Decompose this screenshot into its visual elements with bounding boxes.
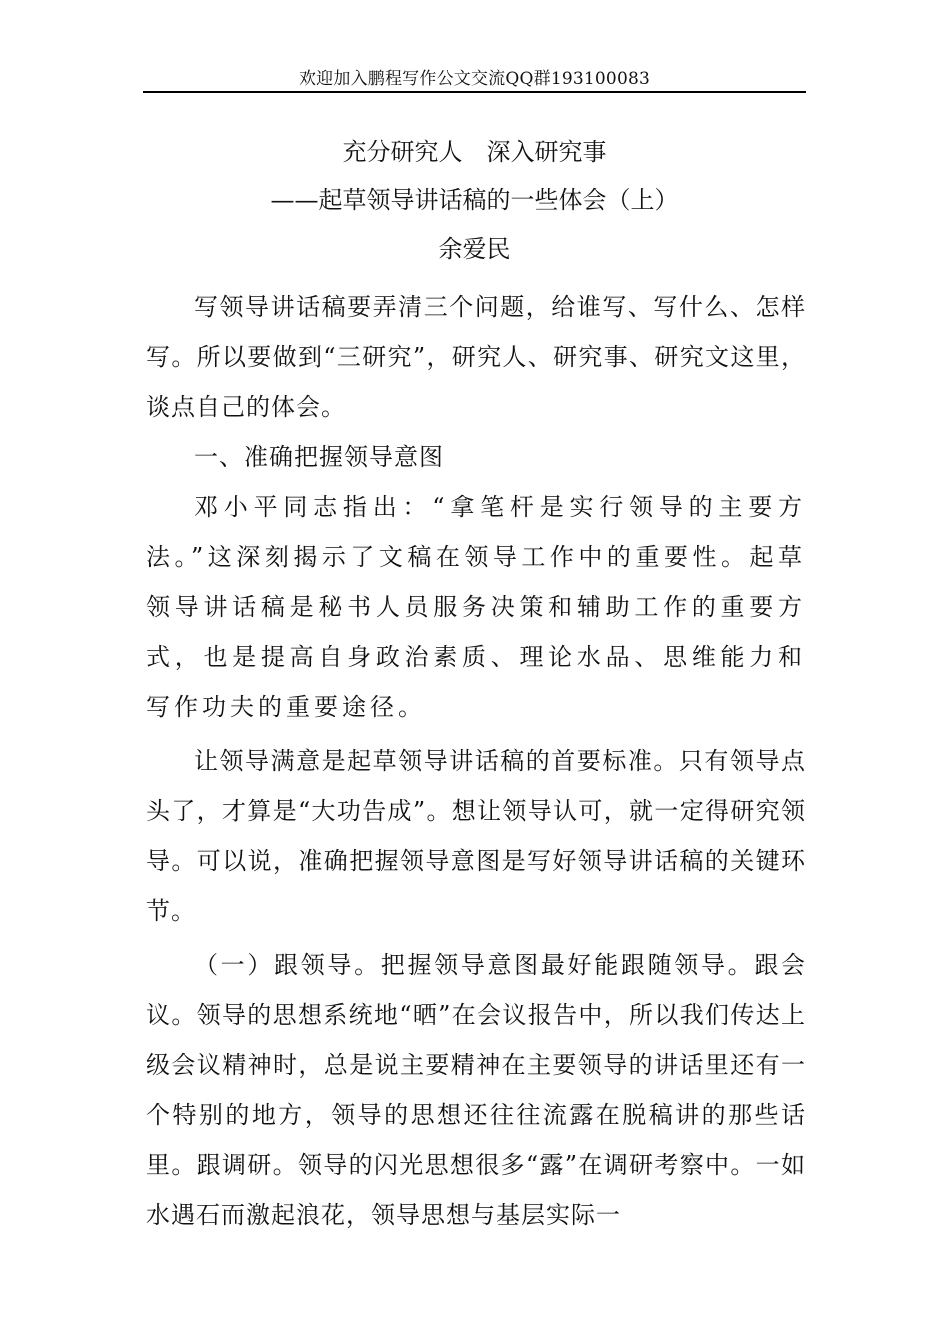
section-heading: 一、准确把握领导意图 (194, 443, 444, 471)
page-header: 欢迎加入鹏程写作公文交流QQ群193100083 (298, 69, 651, 89)
header-divider (143, 91, 806, 93)
document-author: 余爱民 (438, 235, 511, 263)
document-title: 充分研究人 深入研究事 (342, 138, 607, 166)
paragraph-quote: 邓小平同志指出：“拿笔杆是实行领导的主要方法。”这深刻揭示了文稿在领导工作中的重要性。起草领导讲话稿是秘书人员服务决策和辅助工作的重要方式，也是提高自身政治素质、理论水品、思维能力和写作功夫的重要途径。 (146, 493, 806, 721)
paragraph-follow-leader: （一）跟领导。把握领导意图最好能跟随领导。跟会议。领导的思想系统地“晒”在会议报告中，所以我们传达上级会议精神时，总是说主要精神在主要领导的讲话里还有一个特别的地方，领导的思想还往往流露在脱稿讲的那些话里。跟调研。领导的闪光思想很多“露”在调研考察中。一如水遇石而激起浪花，领导思想与基层实际一 (146, 951, 806, 1229)
document-body (146, 282, 806, 1240)
paragraph-leader-satisfaction: 让领导满意是起草领导讲话稿的首要标准。只有领导点头了，才算是“大功告成”。想让领导认可，就一定得研究领导。可以说，准确把握领导意图是写好领导讲话稿的关键环节。 (146, 747, 806, 925)
paragraph-intro: 写领导讲话稿要弄清三个问题，给谁写、写什么、怎样写。所以要做到“三研究”，研究人、研究事、研究文这里，谈点自己的体会。 (146, 293, 806, 421)
document-subtitle: ——起草领导讲话稿的一些体会（上） (270, 186, 679, 214)
